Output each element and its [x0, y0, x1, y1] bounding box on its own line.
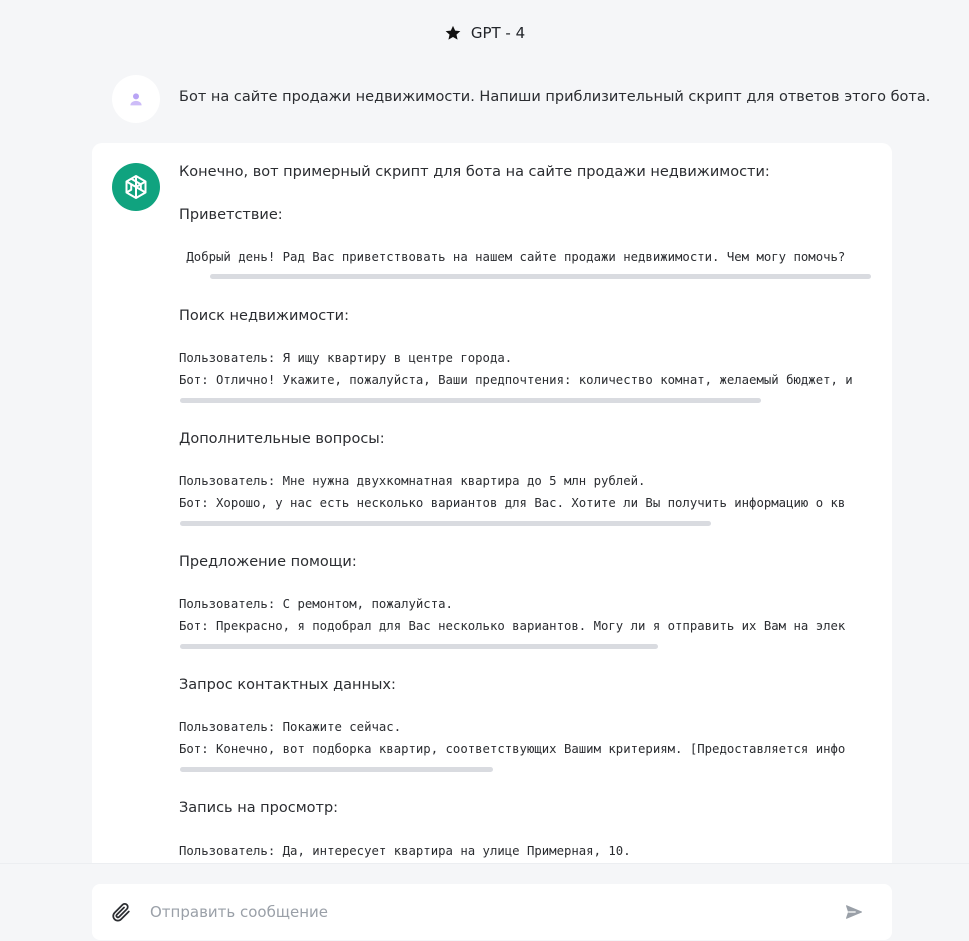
code-scrollbar[interactable] [180, 644, 658, 649]
code-line: Бот: Хорошо, у нас есть несколько вариантов для Вас. Хотите ли Вы получить информацию о кв [179, 496, 846, 510]
code-block [179, 246, 872, 268]
composer [92, 884, 892, 940]
code-line: Бот: Прекрасно, я подобрал для Вас несколько вариантов. Могу ли я отправить их Вам на элек [179, 619, 846, 633]
bot-intro: Конечно, вот примерный скрипт для бота на сайте продажи недвижимости: [179, 164, 770, 180]
message-input[interactable] [148, 891, 842, 933]
code-block [179, 593, 872, 637]
composer-bar [0, 863, 969, 941]
section-heading: Поиск недвижимости: [179, 308, 349, 324]
code-line: Бот: Отлично! Укажите, пожалуйста, Ваши предпочтения: количество комнат, желаемый бюджет, и [179, 373, 853, 387]
bot-message [92, 143, 892, 903]
chat-header [0, 20, 969, 46]
send-button[interactable] [842, 900, 866, 924]
send-icon [844, 902, 864, 922]
section-heading: Дополнительные вопросы: [179, 431, 385, 447]
section-heading: Приветствие: [179, 207, 283, 223]
section-heading: Запрос контактных данных: [179, 677, 396, 693]
code-line: Пользователь: Да, интересует квартира на улице Примерная, 10. [179, 844, 631, 858]
code-line: Пользователь: С ремонтом, пожалуйста. [179, 597, 453, 611]
attach-button[interactable] [109, 900, 133, 924]
code-line: Бот: Конечно, вот подборка квартир, соответствующих Вашим критериям. [Предоставляется инфо [179, 742, 846, 756]
code-scrollbar[interactable] [180, 398, 761, 403]
code-line: Пользователь: Я ищу квартиру в центре города. [179, 351, 513, 365]
model-name: GPT - 4 [470, 24, 526, 42]
user-icon [127, 90, 145, 108]
code-scrollbar[interactable] [210, 274, 871, 279]
code-line: Пользователь: Мне нужна двухкомнатная квартира до 5 млн рублей. [179, 474, 646, 488]
code-scrollbar[interactable] [180, 767, 493, 772]
code-line: Добрый день! Рад Вас приветствовать на нашем сайте продажи недвижимости. Чем могу помочь? [179, 250, 846, 264]
code-line: Пользователь: Покажите сейчас. [179, 720, 402, 734]
code-block [179, 716, 872, 760]
user-message-text: Бот на сайте продажи недвижимости. Напиши приблизительный скрипт для ответов этого бота. [179, 89, 931, 105]
bot-avatar [112, 163, 160, 211]
section-heading: Предложение помощи: [179, 554, 357, 570]
user-avatar [112, 75, 160, 123]
code-block [179, 470, 872, 514]
paperclip-icon [110, 901, 132, 923]
code-block [179, 347, 872, 391]
section-heading: Запись на просмотр: [179, 800, 339, 816]
user-message [112, 75, 931, 123]
code-block [179, 840, 872, 862]
star-icon [444, 24, 462, 42]
openai-logo-icon [120, 171, 152, 203]
code-scrollbar[interactable] [180, 521, 711, 526]
